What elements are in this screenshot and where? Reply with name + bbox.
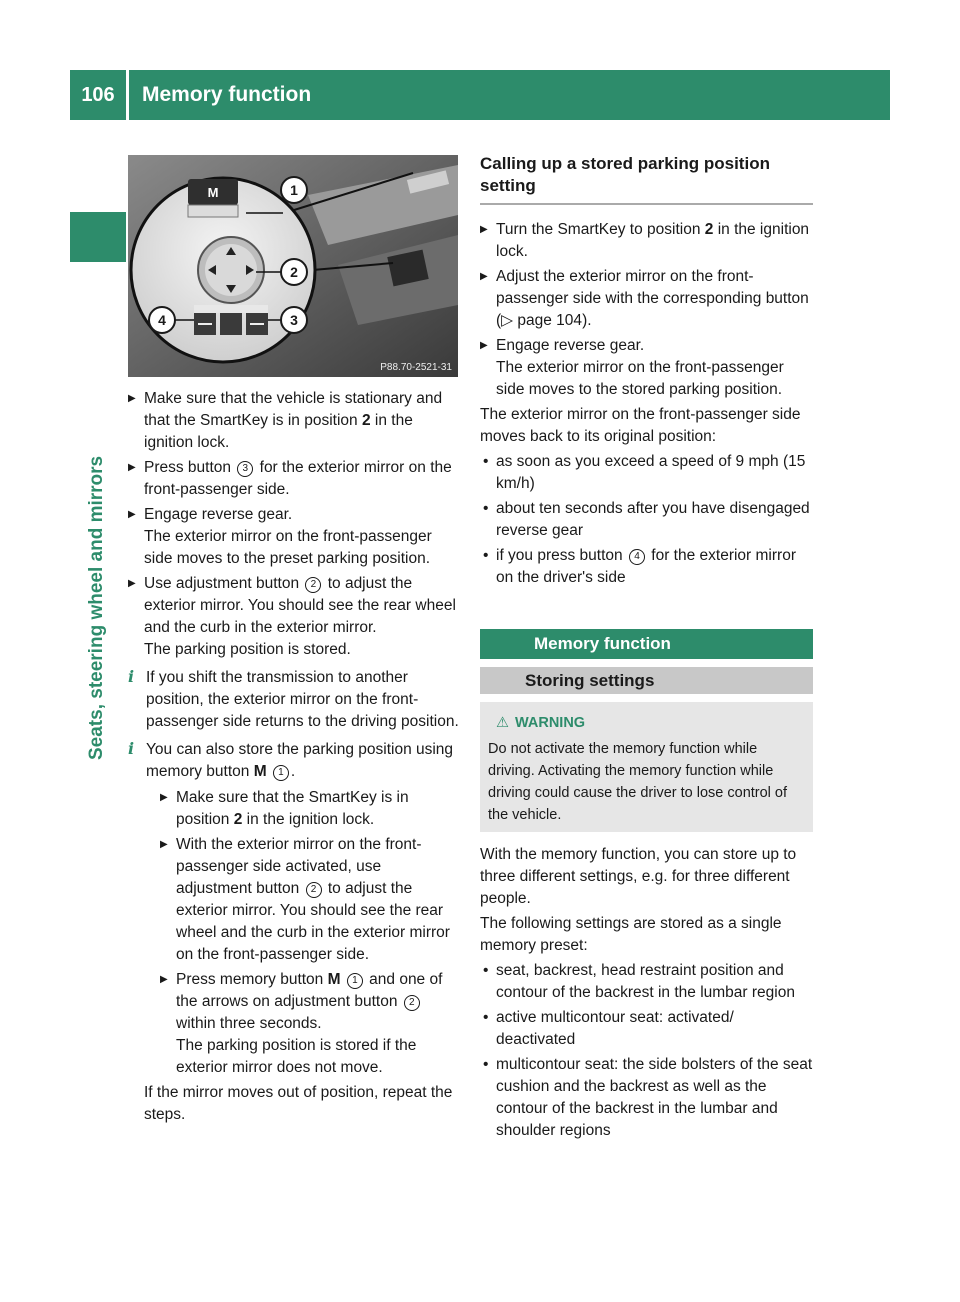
warning-title: ⚠ WARNING: [488, 712, 805, 734]
info-note-memory-button: i You can also store the parking position using memory button M 1 .: [128, 739, 454, 780]
bullet-speed: • as soon as you exceed a speed of 9 mph (15 km/h): [480, 451, 813, 495]
substep-press-memory: ▶ Press memory button M 1 and one of the arrows on adjustment button 2 within three seconds. The parking position is stored if the exterior mirror does not move.: [160, 969, 461, 1079]
side-tab-label: Seats, steering wheel and mirrors: [86, 455, 107, 760]
warning-triangle-icon: ⚠: [496, 715, 509, 731]
page-number: 106: [81, 84, 115, 106]
bullet-press-button-4: • if you press button 4 for the exterior mirror on the driver's side: [480, 545, 813, 589]
bullet-active-multicontour: • active multicontour seat: activated/ deactivated: [480, 1007, 813, 1051]
info-note-transmission: i If you shift the transmission to another position, the exterior mirror on the front-passenger side returns to the driving position.: [128, 667, 459, 730]
step-engage-reverse: ▶ Engage reverse gear. The exterior mirror on the front-passenger side moves to the stored parking position.: [480, 335, 813, 401]
step-turn-smartkey: ▶ Turn the SmartKey to position 2 in the ignition lock.: [480, 219, 813, 263]
warning-body: Do not activate the memory function while driving. Activating the memory function while driving could cause the driver to lose control of the vehicle.: [488, 741, 788, 823]
callout-1: 1: [280, 176, 308, 204]
paragraph-moves-back: The exterior mirror on the front-passenger side moves back to its original position:: [480, 406, 801, 445]
figure-code: P88.70-2521-31: [380, 362, 452, 373]
step-press-button-3: ▶ Press button 3 for the exterior mirror on the front-passenger side.: [128, 457, 461, 501]
step-reverse-gear: ▶ Engage reverse gear. The exterior mirror on the front-passenger side moves to the preset parking position.: [128, 504, 461, 570]
heading-memory-function: Memory function: [480, 629, 813, 659]
bullet-multicontour: • multicontour seat: the side bolsters of the seat cushion and the backrest as well as the contour of the backrest in the lumbar and shoulder regions: [480, 1054, 813, 1142]
callout-2: 2: [280, 258, 308, 286]
substep-adjust: ▶ With the exterior mirror on the front-passenger side activated, use adjustment button 2 to adjust the exterior mirror. You should see the rear wheel and the curb in the exterior mirror on the front-passenger side.: [160, 834, 461, 966]
step-adjust-mirror: ▶ Use adjustment button 2 to adjust the exterior mirror. You should see the rear wheel and the curb in the exterior mirror. The parking position is stored.: [128, 573, 461, 661]
right-column: [480, 153, 813, 1145]
mirror-controls-figure: [128, 155, 458, 377]
substep-smartkey: ▶ Make sure that the SmartKey is in position 2 in the ignition lock.: [160, 787, 461, 831]
paragraph-store-settings: With the memory function, you can store up to three different settings, e.g. for three different people.: [480, 846, 797, 907]
header-divider: [126, 70, 129, 120]
info-icon: i: [128, 667, 135, 686]
side-tab-marker: [70, 212, 126, 262]
left-column: [128, 388, 461, 1129]
page-title: Memory function: [142, 83, 312, 106]
page-reference-link[interactable]: ▷ page 104: [501, 312, 583, 329]
callout-3: 3: [280, 306, 308, 334]
step-adjust-front-mirror: ▶ Adjust the exterior mirror on the front-passenger side with the corresponding button (▷ page 104).: [480, 266, 813, 332]
paragraph-single-preset: The following settings are stored as a single memory preset:: [480, 915, 782, 954]
memory-button-label: M: [207, 185, 219, 200]
bullet-ten-seconds: • about ten seconds after you have disengaged reverse gear: [480, 498, 813, 542]
info-icon: i: [128, 739, 135, 758]
closing-note: If the mirror moves out of position, repeat the steps.: [144, 1084, 453, 1123]
warning-box: [480, 702, 813, 832]
heading-storing-settings: Storing settings: [480, 667, 813, 694]
step-stationary: ▶ Make sure that the vehicle is stationary and that the SmartKey is in position 2 in the ignition lock.: [128, 388, 461, 454]
callout-4: 4: [148, 306, 176, 334]
section-title-calling-up: Calling up a stored parking position setting: [480, 153, 813, 205]
bullet-seat-settings: • seat, backrest, head restraint position and contour of the backrest in the lumbar region: [480, 960, 813, 1004]
